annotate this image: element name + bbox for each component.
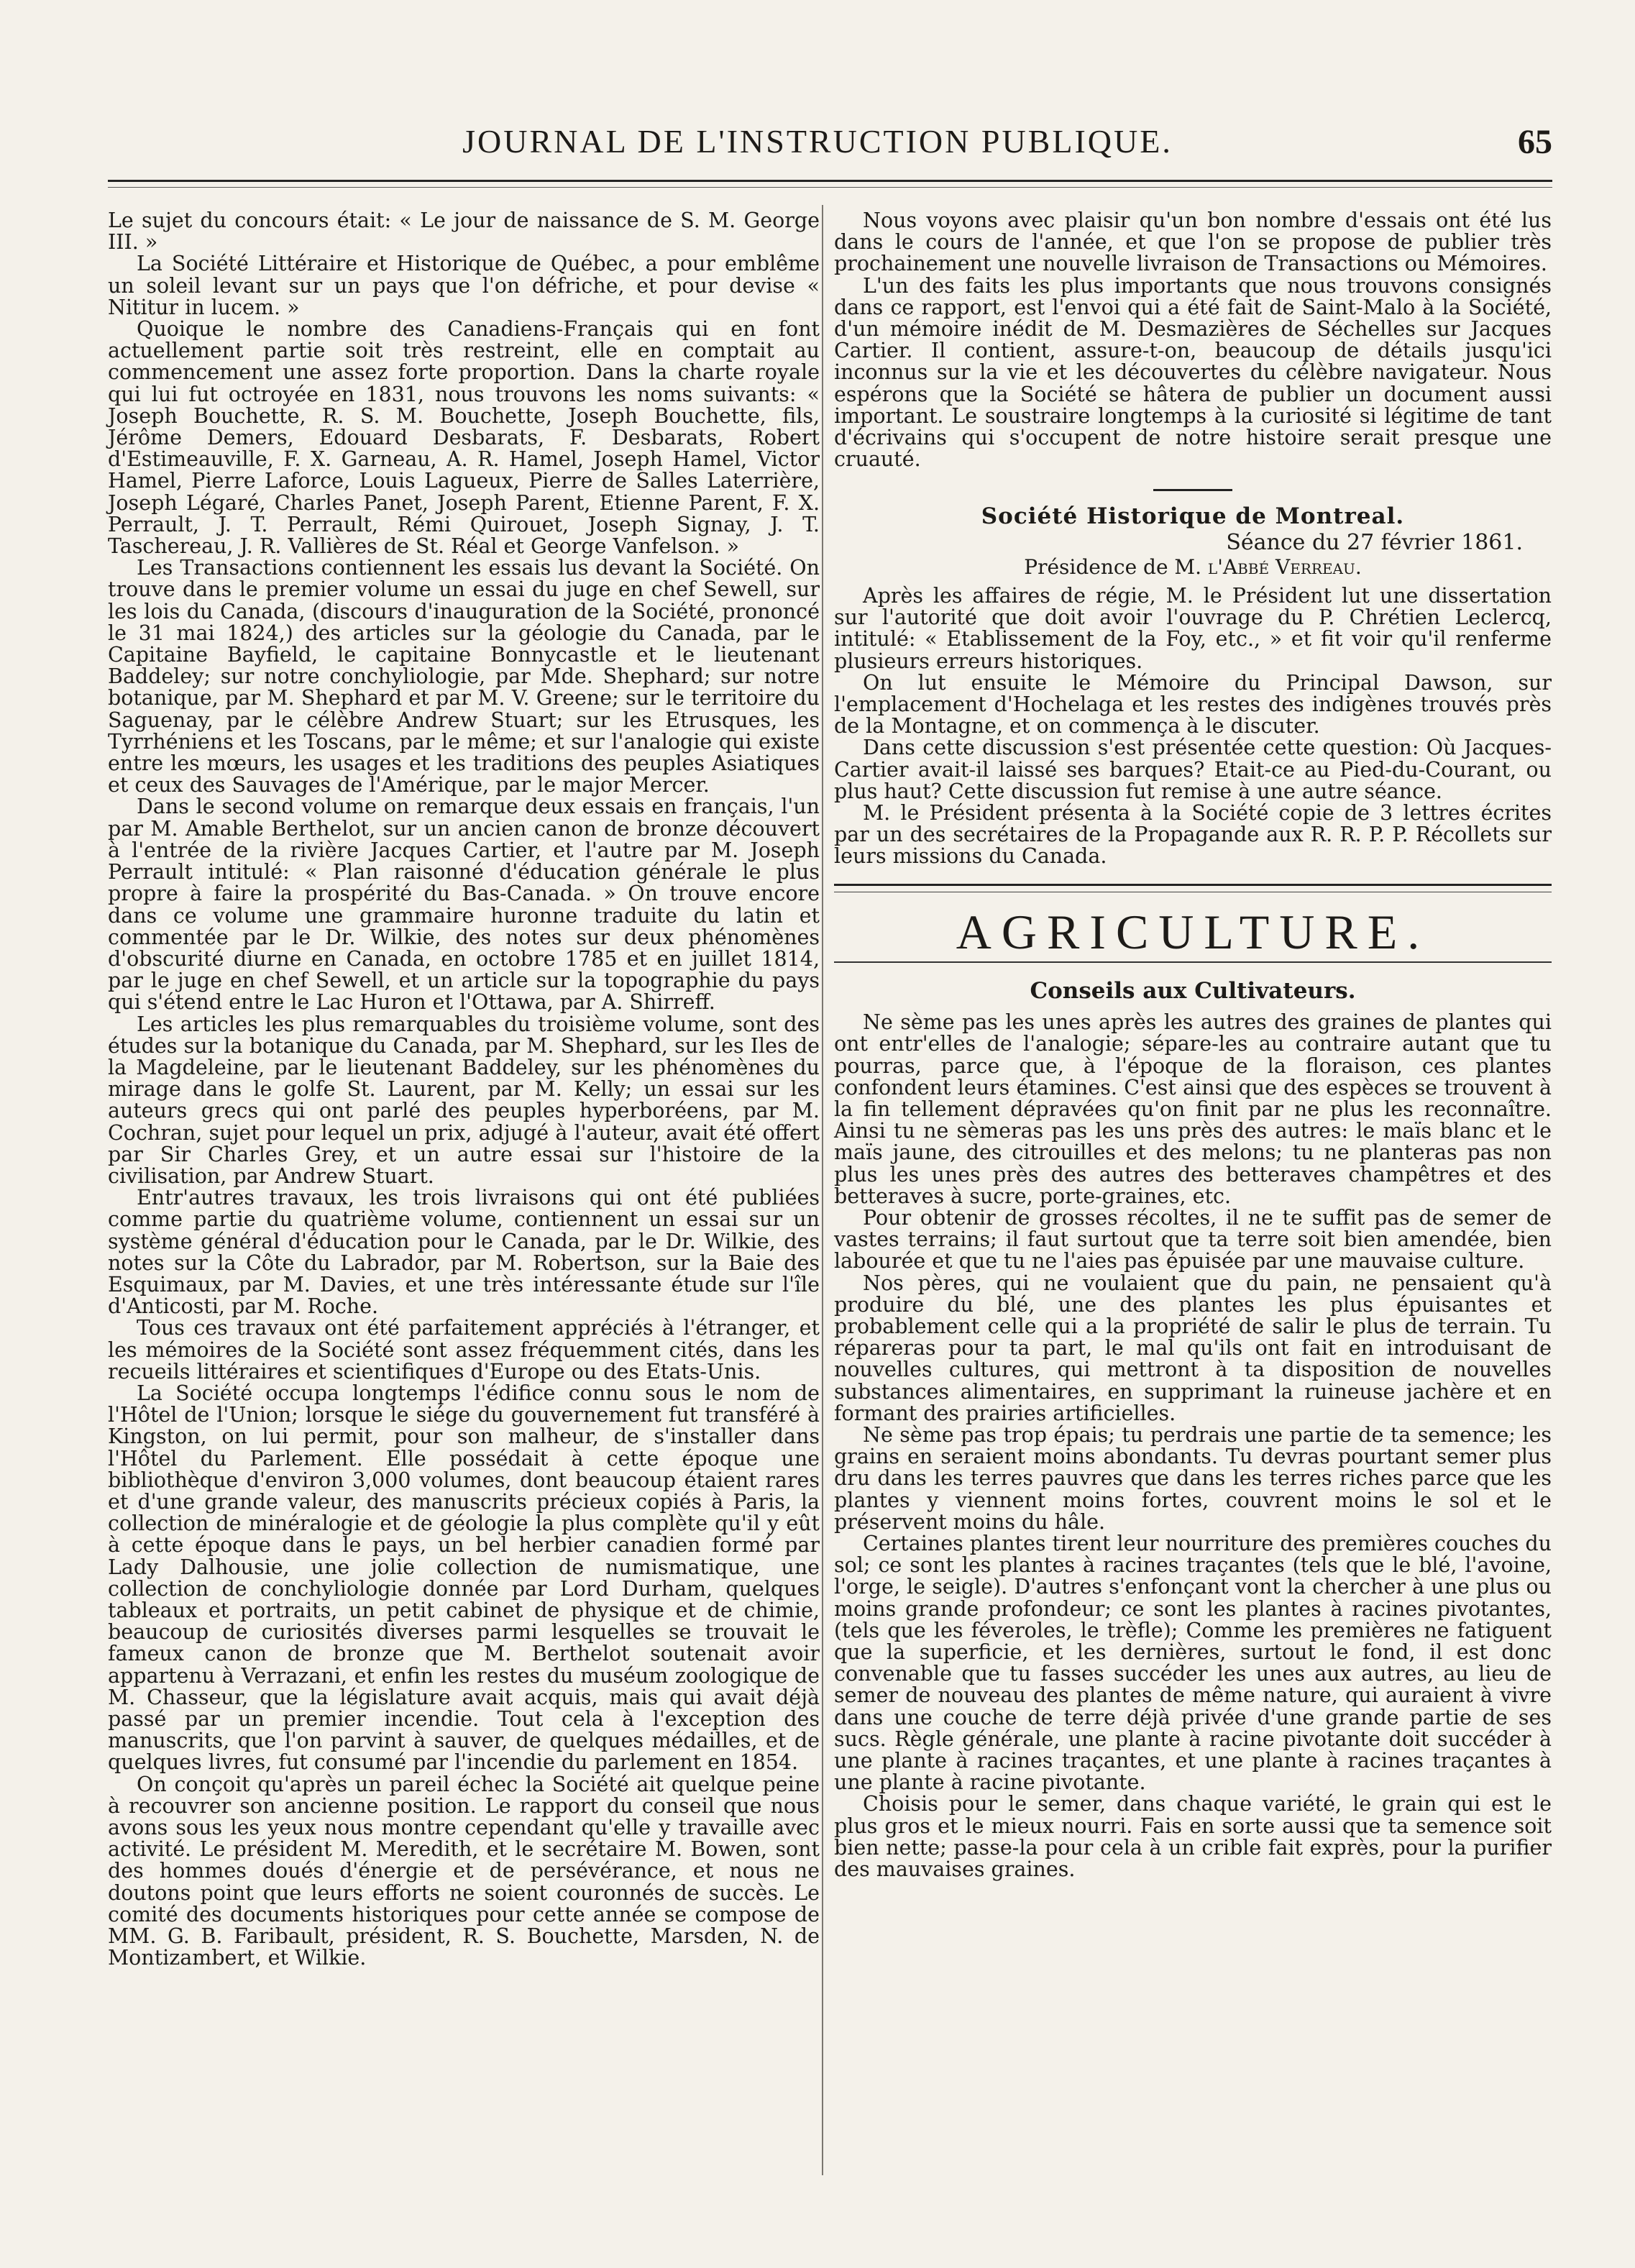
paragraph: La Société occupa longtemps l'édifice connu sous le nom de l'Hôtel de l'Union; lorsque le siége du gouvernement fut transféré à Kingston, on lui permit, pour son malheur, de s'installer dans l'Hôtel du Parlement. Elle possédait à cette époque une bibliothèque d'environ 3,000 volumes, dont beaucoup étaient rares et d'une grande valeur, des manuscrits précieux copiés à Paris, la collection de minéralogie et de géologie la plus complète qu'il y eût à cette époque dans le pays, un bel herbier canadien formé par Lady Dalhousie, une jolie collection de numismatique, une collection de conchyliologie donnée par Lord Durham, quelques tableaux et portraits, un petit cabinet de physique et de chimie, beaucoup de curiosités diverses parmi lesquelles se trouvait le fameux canon de bronze que M. Berthelot soutenait avoir appartenu à Verrazani, et enfin les restes du muséum zoologique de M. Chasseur, que la législature avait acquis, mais qui avait déjà passé par un premier incendie. Tout cela à l'exception des manuscrits, que l'on parvint à sauver, de quelques médailles, et de quelques livres, fut consumé par l'incendie du parlement en 1854. [108, 1381, 820, 1775]
paragraph: Ne sème pas les unes après les autres des graines de plantes qui ont entr'elles de l'analogie; sépare-les au contraire autant que tu pourras, parce que, à l'époque de la floraison, ces plantes confondent leurs étamines. C'est ainsi que des espèces se trouvent à la fin tellement dépravées qu'on finit par ne plus les reconnaître. Ainsi tu ne sèmeras pas les uns près des autres: le maïs blanc et le maïs jaune, des citrouilles et des melons; tu ne planteras pas non plus les unes près des autres des betteraves champêtres et des betteraves à sucre, porte-graines, etc. [834, 1010, 1552, 1208]
paragraph: M. le Président présenta à la Société copie de 3 lettres écrites par un des secrétaires de la Propagande aux R. R. P. P. Récollets sur leurs missions du Canada. [834, 801, 1552, 869]
page-header [0, 122, 1635, 173]
paragraph: On lut ensuite le Mémoire du Principal Dawson, sur l'emplacement d'Hochelaga et les restes des indigènes trouvés près de la Montagne, et on commença à le discuter. [834, 670, 1552, 739]
paragraph: Dans le second volume on remarque deux essais en français, l'un par M. Amable Berthelot, sur un ancien canon de bronze découvert à l'entrée de la rivière Jacques Cartier, et l'autre par M. Joseph Perrault intitulé: « Plan raisonné d'éducation générale le plus propre à faire la prospérité du Bas-Canada. » On trouve encore dans ce volume une grammaire huronne traduite du latin et commentée par le Dr. Wilkie, des notes sur deux phénomènes d'obscurité diurne en Canada, en octobre 1785 et en juillet 1814, par le juge en chef Sewell, et un article sur la topographie du pays qui s'étend entre le Lac Huron et l'Ottawa, par A. Shirreff. [108, 795, 820, 1015]
presidence-prefix: Présidence de M. [1024, 554, 1208, 579]
paragraph: Les Transactions contiennent les essais lus devant la Société. On trouve dans le premier volume un essai du juge en chef Sewell, sur les lois du Canada, (discours d'inauguration de la Société, prononcé le 31 mai 1824,) des articles sur la géologie du Canada, par le Capitaine Bayfield, le capitaine Bonnycastle et le lieutenant Baddeley; sur notre conchyliologie, par Mde. Shephard; sur notre botanique, par M. Shephard et par M. V. Greene; sur le territoire du Saguenay, par le célèbre Andrew Stuart; sur les Etrusques, les Tyrrhéniens et les Toscans, par le même; et sur l'analogie qui existe entre les mœurs, les usages et les traditions des peuples Asiatiques et ceux des Sauvages de l'Amérique, par le major Mercer. [108, 556, 820, 797]
presidence-name: l'Abbé Verreau. [1207, 554, 1362, 579]
paragraph: Certaines plantes tirent leur nourriture des premières couches du sol; ce sont les plantes à racines traçantes (tels que le blé, l'avoine, l'orge, le seigle). D'autres s'enfonçant vont la chercher à une plus ou moins grande profondeur; ce sont les plantes à racines pivotantes, (tels que les féveroles, le trèfle); Comme les premières ne fatiguent que la superficie, et les dernières, surtout le fond, il est donc convenable que tu fasses succéder les unes aux autres, au lieu de semer de nouveau des plantes de même nature, qui auraient à vivre dans une couche de terre déjà privée d'une grande partie de ses sucs. Règle générale, une plante à racine pivotante doit succéder à une plante à racines traçantes, et une plante à racines traçantes à une plante à racine pivotante. [834, 1531, 1552, 1795]
title-rule [834, 961, 1552, 963]
agriculture-subtitle: Conseils aux Cultivateurs. [1030, 977, 1356, 1004]
paragraph: L'un des faits les plus importants que nous trouvons consignés dans ce rapport, est l'envoi qui a été fait de Saint-Malo à la Société, d'un mémoire inédit de M. Desmazières de Séchelles sur Jacques Cartier. Il contient, assure-t-on, beaucoup de détails jusqu'ici inconnus sur la vie et les découvertes du célèbre navigateur. Nous espérons que la Société se hâtera de publier un document aussi important. Le soustraire longtemps à la curiosité si légitime de tant d'écrivains qui s'occupent de notre histoire serait presque une cruauté. [834, 273, 1552, 472]
section-separator [1153, 489, 1232, 491]
paragraph: Tous ces travaux ont été parfaitement appréciés à l'étranger, et les mémoires de la Société sont assez fréquemment cités, dans les recueils littéraires et scientifiques d'Europe ou des Etats-Unis. [108, 1316, 820, 1384]
seance-date: Séance du 27 février 1861. [1226, 529, 1523, 555]
paragraph: Dans cette discussion s'est présentée cette question: Où Jacques-Cartier avait-il laissé ses barques? Etait-ce au Pied-du-Courant, ou plus haut? Cette discussion fut remise à une autre séance. [834, 736, 1552, 803]
running-title: JOURNAL DE L'INSTRUCTION PUBLIQUE. [462, 123, 1173, 160]
column-divider [822, 205, 823, 2175]
paragraph: Les articles les plus remarquables du troisième volume, sont des études sur la botanique du Canada, par M. Shephard, sur les Iles de la Magdeleine, par le lieutenant Baddeley, sur les phénomènes du mirage dans le golfe St. Laurent, par M. Kelly; un essai sur les auteurs grecs qui ont parlé des peuples hyperboréens, par M. Cochran, sujet pour lequel un prix, adjugé à l'auteur, avait été offert par Sir Charles Grey, et un autre essai sur l'histoire de la civilisation, par Andrew Stuart. [108, 1012, 820, 1188]
page-number: 65 [1518, 123, 1552, 161]
societe-title: Société Historique de Montreal. [981, 503, 1405, 530]
header-rule [108, 180, 1552, 188]
paragraph: On conçoit qu'après un pareil échec la Société ait quelque peine à recouvrer son ancienne position. Le rapport du conseil que nous avons sous les yeux nous montre cependant qu'elle y travaille avec activité. Le président M. Meredith, et le secrétaire M. Bowen, sont des hommes doués d'énergie et de persévérance, et nous ne doutons point que leurs efforts ne soient couronnés de succès. Le comité des documents historiques pour cette année se compose de MM. G. B. Faribault, président, R. S. Bouchette, Marsden, N. de Montizambert, et Wilkie. [108, 1772, 820, 1970]
paragraph: La Société Littéraire et Historique de Québec, a pour emblême un soleil levant sur un pays que l'on défriche, et pour devise « Nititur in lucem. » [108, 252, 820, 319]
paragraph: Après les affaires de régie, M. le Président lut une dissertation sur l'autorité que doit avoir l'ouvrage du P. Chrétien Leclercq, intitulé: « Etablissement de la Foy, etc., » et fit voir qu'il renferme plusieurs erreurs historiques. [834, 584, 1552, 673]
paragraph: Pour obtenir de grosses récoltes, il ne te suffit pas de semer de vastes terrains; il faut surtout que ta terre soit bien amendée, bien labourée et que tu ne l'aies pas épuisée par une mauvaise culture. [834, 1205, 1552, 1274]
left-column [108, 210, 820, 1969]
paragraph: Choisis pour le semer, dans chaque variété, le grain qui est le plus gros et le mieux nourri. Fais en sorte aussi que ta semence soit bien nette; passe-la pour cela à un crible fait exprès, pour la purifier des mauvaises graines. [834, 1792, 1552, 1882]
paragraph: Nous voyons avec plaisir qu'un bon nombre d'essais ont été lus dans le cours de l'année, et que l'on se propose de publier très prochainement une nouvelle livraison de Transactions ou Mémoires. [834, 209, 1552, 276]
paragraph: Quoique le nombre des Canadiens-Français qui en font actuellement partie soit très restreint, elle en comptait au commencement une assez forte proportion. Dans la charte royale qui lui fut octroyée en 1831, nous trouvons les noms suivants: « Joseph Bouchette, R. S. M. Bouchette, Joseph Bouchette, fils, Jérôme Demers, Edouard Desbarats, F. Desbarats, Robert d'Estimeauville, F. X. Garneau, A. R. Hamel, Joseph Hamel, Victor Hamel, Pierre Laforce, Louis Lagueux, Pierre de Salles Laterrière, Joseph Légaré, Charles Panet, Joseph Parent, Etienne Parent, F. X. Perrault, J. T. Perrault, Rémi Quirouet, Joseph Signay, J. T. Taschereau, J. R. Vallières de St. Réal et George Vanfelson. » [108, 317, 820, 559]
paragraph: Ne sème pas trop épais; tu perdrais une partie de ta semence; les grains en seraient moins abondants. Tu devras pourtant semer plus dru dans les terres pauvres que dans les terres riches parce que les plantes y viennent moins fortes, couvrent moins le sol et le préservent moins du hâle. [834, 1422, 1552, 1534]
section-rule [834, 884, 1552, 892]
right-column [834, 210, 1552, 1880]
agriculture-title: AGRICULTURE. [956, 904, 1430, 959]
paragraph: Le sujet du concours était: « Le jour de naissance de S. M. George III. » [108, 209, 820, 255]
paragraph: Entr'autres travaux, les trois livraisons qui ont été publiées comme partie du quatrième volume, contiennent un essai sur un système général d'éducation pour le Canada, par le Dr. Wilkie, des notes sur la Côte du Labrador, par M. Robertson, sur la Baie des Esquimaux, par M. Davies, et une très intéressante étude sur l'île d'Anticosti, par M. Roche. [108, 1186, 820, 1319]
presidence-line [834, 554, 1552, 579]
paragraph: Nos pères, qui ne voulaient que du pain, ne pensaient qu'à produire du blé, une des plantes les plus épuisantes et probablement celle qui a la propriété de salir le plus de terrain. Tu répareras pour ta part, le mal qu'ils ont fait en introduisant de nouvelles cultures, qui mettront à ta disposition de nouvelles substances alimentaires, en supprimant la ruineuse jachère et en formant des prairies artificielles. [834, 1271, 1552, 1425]
